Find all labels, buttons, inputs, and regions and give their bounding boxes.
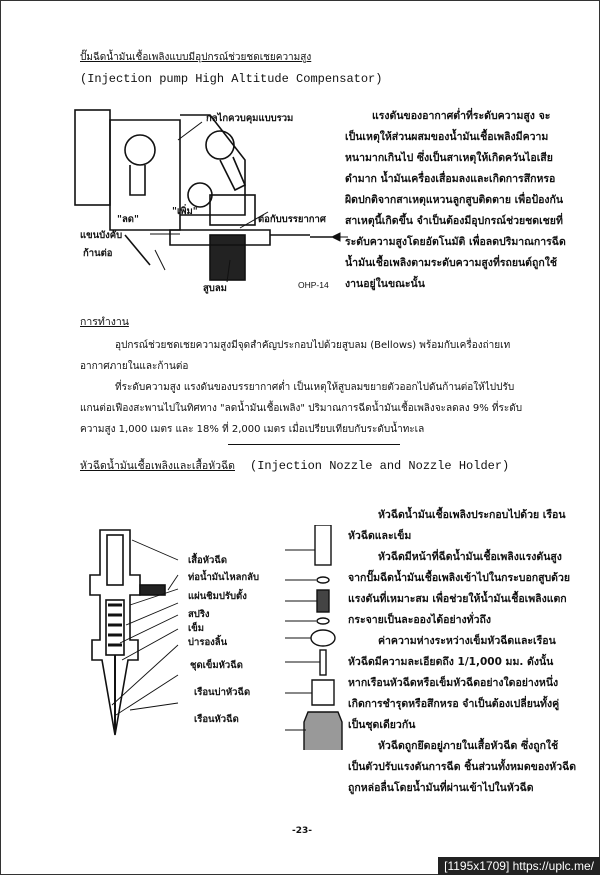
section2-subtitle: (Injection Nozzle and Nozzle Holder)	[250, 459, 510, 473]
operation-heading: การทำงาน	[80, 316, 129, 328]
watermark: [1195x1709] https://uplc.me/	[438, 857, 600, 875]
label-atmosphere-connection: ต่อกับบรรยากาศ	[258, 214, 326, 225]
label-spring: สปริง	[188, 609, 210, 620]
label-control-lever: แขนบังคับ	[80, 230, 123, 241]
label-decrease: "ลด"	[117, 214, 139, 225]
label-nozzle-body: เรือนหัวฉีด	[194, 714, 239, 725]
label-nozzle-seat-housing: เรือนบ่าหัวฉีด	[194, 687, 251, 698]
label-needle: เข็ม	[188, 623, 205, 634]
para-line: หัวฉีดถูกยึดอยู่ภายในเสื้อหัวฉีด ซึ่งถูกใช้	[378, 740, 559, 752]
page-number: -23-	[292, 826, 312, 836]
para-line: หัวฉีดน้ำมันเชื้อเพลิงประกอบไปด้วย เรือน	[378, 509, 566, 521]
label-connecting-rod: ก้านต่อ	[83, 248, 113, 259]
label-control-mechanism: กลไกควบคุมแบบรวม	[206, 113, 294, 124]
label-nozzle-holder: เสื้อหัวฉีด	[188, 555, 227, 566]
label-nozzle-needle-set: ชุดเข็มหัวฉีด	[190, 660, 243, 671]
para-line: อากาศภายในและก้านต่อ	[80, 361, 189, 372]
label-return-pipe: ท่อน้ำมันไหลกลับ	[188, 572, 260, 583]
para-line: น้ำมันเชื้อเพลิงตามระดับความสูงที่รถยนต์ถูกใช้	[345, 257, 557, 269]
section1-title: ปั๊มฉีดน้ำมันเชื้อเพลิงแบบมีอุปกรณ์ช่วยชดเชยความสูง	[80, 52, 312, 63]
para-line: แกนต่อเฟืองสะพานไปในทิศทาง "ลดน้ำมันเชื้อเพลิง" ปริมาณการฉีดน้ำมันเชื้อเพลิงจะลดลง 9% ที่ระดับ	[80, 403, 523, 414]
para-line: ระดับความสูงโดยอัตโนมัติ เพื่อลดปริมาณการฉีด	[345, 236, 566, 248]
para-line: เป็นตัวปรับแรงดันการฉีด ชิ้นส่วนทั้งหมดของหัวฉีด	[348, 761, 577, 773]
para-line: หากเรือนหัวฉีดหรือเข็มหัวฉีดอย่างใดอย่างหนึ่ง	[348, 677, 559, 689]
para-line: ถูกหล่อลื่นโดยน้ำมันที่ผ่านเข้าไปในหัวฉีด	[348, 782, 534, 794]
para-line: กระจายเป็นละอองได้อย่างทั่วถึง	[348, 614, 491, 626]
para-line: แรงดันที่เหมาะสม เพื่อช่วยให้น้ำมันเชื้อเพลิงแตก	[348, 593, 567, 605]
para-line: สาเหตุนี้เกิดขึ้น จำเป็นต้องมีอุปกรณ์ช่วยชดเชยที่	[345, 215, 563, 227]
section1-subtitle: (Injection pump High Altitude Compensator)	[80, 72, 383, 86]
para-line: หัวฉีดมีความละเอียดถึง 1/1,000 มม. ดังนั้น	[348, 656, 554, 668]
para-line: เกิดการชำรุดหรือสึกหรอ จำเป็นต้องเปลี่ยนทั้งคู่	[348, 698, 560, 710]
label-bellows: สูบลม	[203, 283, 227, 294]
para-line: จากปั๊มฉีดน้ำมันเชื้อเพลิงเข้าไปในกระบอกสูบด้วย	[348, 572, 571, 584]
altitude-compensator-figure	[70, 100, 350, 295]
figure-code: OHP-14	[298, 280, 329, 290]
para-line: หัวฉีดและเข็ม	[348, 530, 412, 542]
section1-paragraph	[345, 106, 566, 295]
para-line: ที่ระดับความสูง แรงดันของบรรยากาศต่ำ เป็นเหตุให้สูบลมขยายตัวออกไปดันก้านต่อให้ไปปรับ	[115, 382, 515, 393]
para-line: อุปกรณ์ช่วยชดเชยความสูงมีจุดสำคัญประกอบไปด้วยสูบลม (Bellows) พร้อมกับเครื่องถ่ายเท	[115, 340, 511, 351]
para-line: ความสูง 1,000 เมตร และ 18% ที่ 2,000 เมตร เมื่อเปรียบเทียบกับระดับน้ำทะเล	[80, 424, 425, 435]
para-line: ดำมาก น้ำมันเครื่องเสื่อมลงและเกิดการสึกหรอ	[345, 173, 556, 185]
para-line: งานอยู่ในขณะนั้น	[345, 278, 425, 290]
label-valve-seat: บ่ารองลิ้น	[188, 637, 228, 648]
operation-paragraph	[80, 335, 522, 440]
label-increase: "เพิ่ม"	[172, 206, 198, 217]
label-adjusting-shim: แผ่นชิมปรับตั้ง	[188, 591, 247, 602]
para-line: เป็นชุดเดียวกัน	[348, 719, 416, 731]
para-line: ค่าความห่างระหว่างเข็มหัวฉีดและเรือน	[378, 635, 556, 647]
para-line: หัวฉีดมีหน้าที่ฉีดน้ำมันเชื้อเพลิงแรงดันสูง	[378, 551, 562, 563]
para-line: แรงดันของอากาศต่ำที่ระดับความสูง จะ	[372, 110, 551, 122]
section-divider	[228, 444, 400, 445]
section2-paragraph	[348, 505, 576, 799]
section2-title: หัวฉีดน้ำมันเชื้อเพลิงและเสื้อหัวฉีด	[80, 460, 235, 472]
para-line: หนามากเกินไป ซึ่งเป็นสาเหตุให้เกิดควันไอเสีย	[345, 152, 553, 164]
para-line: เป็นเหตุให้ส่วนผสมของน้ำมันเชื้อเพลิงมีความ	[345, 131, 549, 143]
para-line: ผิดปกติจากสาเหตุแหวนลูกสูบติดตาย เพื่อป้องกัน	[345, 194, 564, 206]
